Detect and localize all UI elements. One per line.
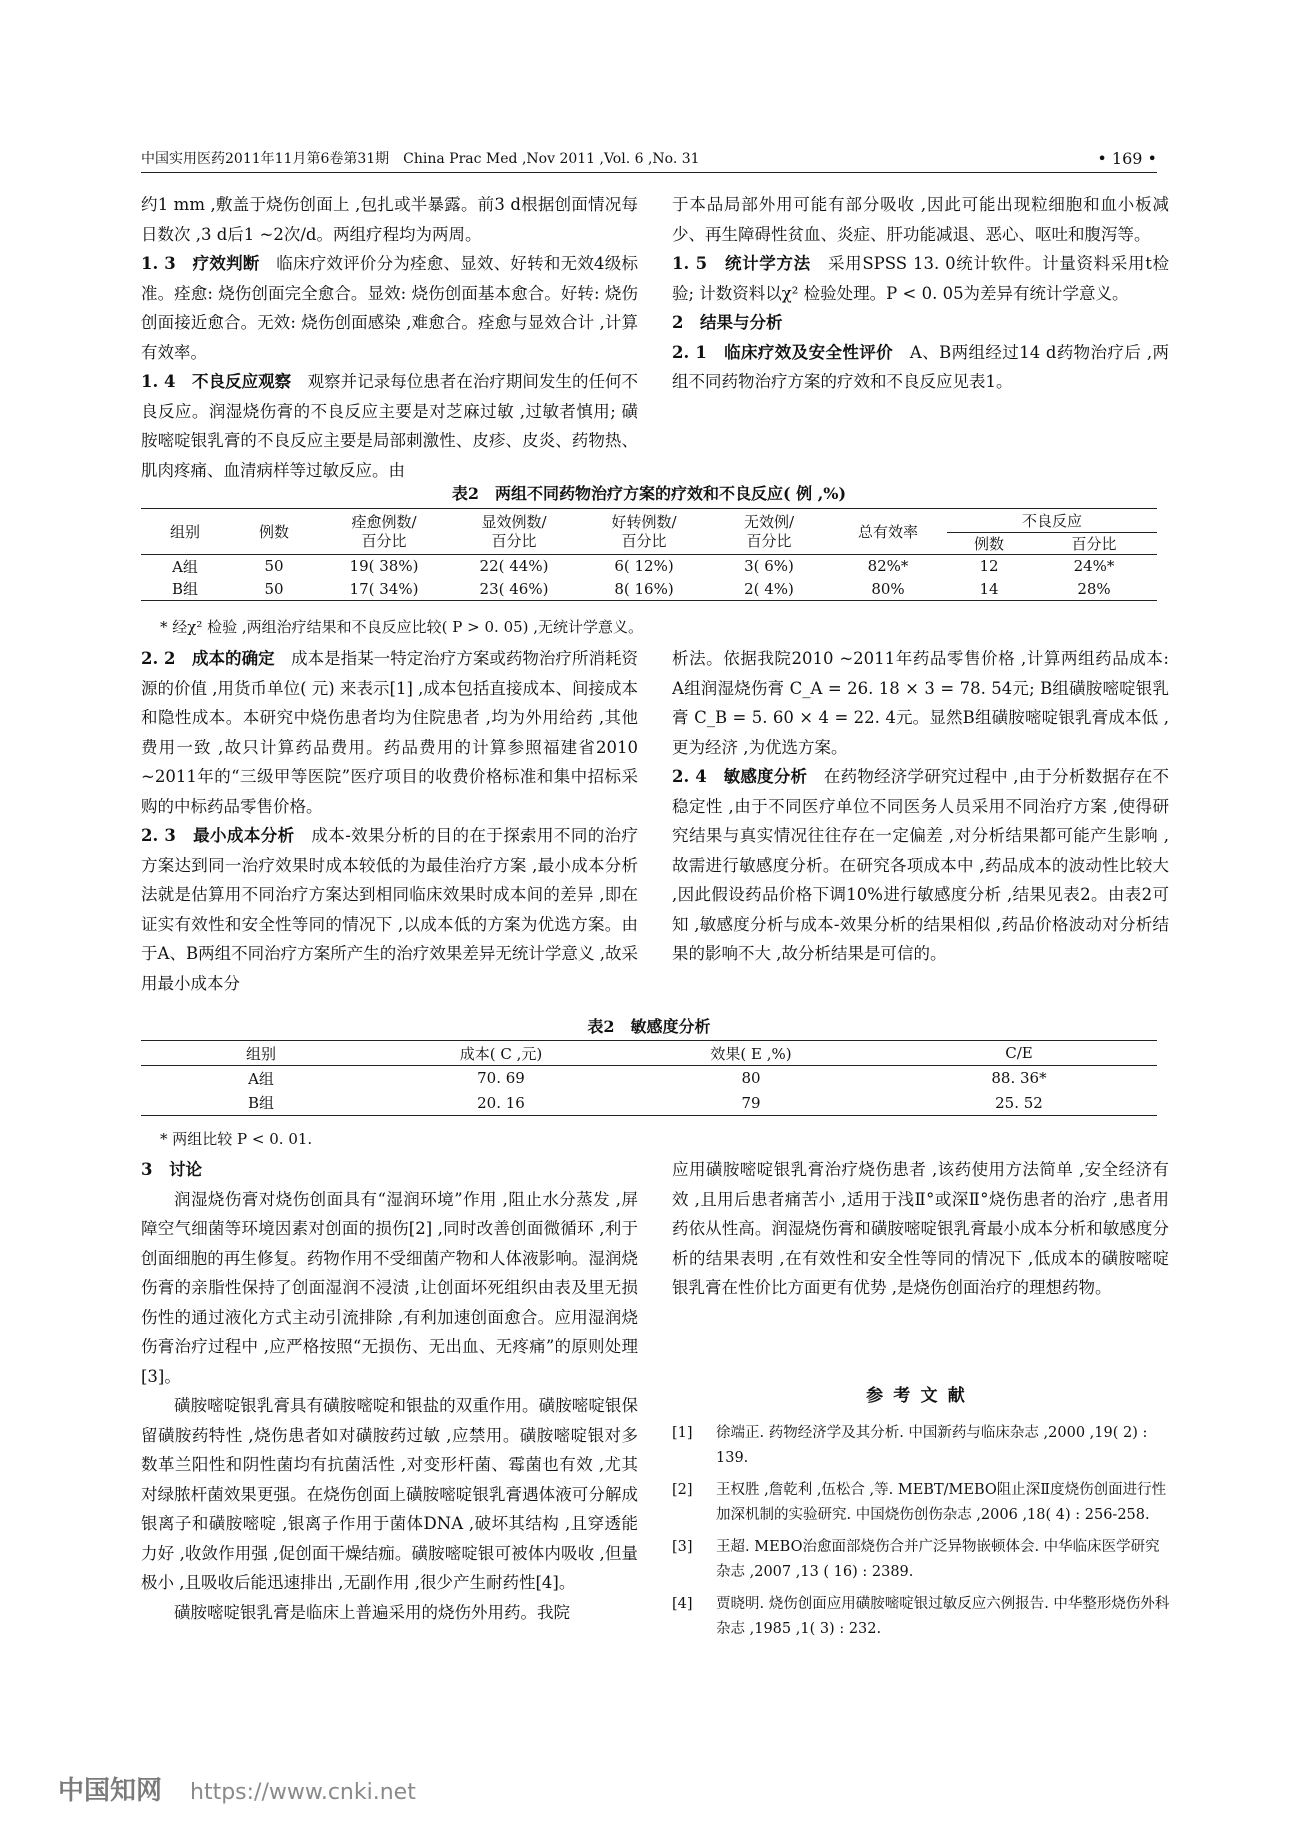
table-cell: 50 bbox=[264, 557, 284, 576]
column-right-middle bbox=[672, 644, 1169, 969]
table1-caption: 表2 两组不同药物治疗方案的疗效和不良反应( 例 ,%) bbox=[451, 484, 847, 503]
col-header: 组别 bbox=[141, 1041, 381, 1066]
paragraph: 于本品局部外用可能有部分吸收 ,因此可能出现粒细胞和血小板减少、再生障碍性贫血、炎症、肝功能减退、恶心、呕吐和腹泻等。 bbox=[672, 195, 1169, 244]
subsection-heading: 2. 3 最小成本分析 bbox=[141, 826, 295, 845]
reference-number: [2] bbox=[672, 1482, 693, 1498]
table-cell: 50 bbox=[229, 578, 319, 601]
running-header bbox=[141, 144, 1157, 173]
paragraph-text: 成本-效果分析的目的在于探索用不同的治疗方案达到同一治疗效果时成本较低的为最佳治疗方案 ,最小成本分析法就是估算用不同治疗方案达到相同临床效果时成本间的差异 ,即在证实有效性和安全性等同的情况下 ,以成本低的方案为优选方案。由于A、B两组不同治疗方案所产生的治疗效果差异无统计学意义 ,故采用最小成本分 bbox=[141, 826, 639, 993]
table-cell: 25. 52 bbox=[881, 1091, 1157, 1116]
table1-footnote: * 经χ² 检验 ,两组治疗结果和不良反应比较( P > 0. 05) ,无统计学意义。 bbox=[160, 618, 644, 636]
paragraph-text: 临床疗效评价分为痊愈、显效、好转和无效4级标准。痊愈: 烧伤创面完全愈合。显效: 烧伤创面基本愈合。好转: 烧伤创面接近愈合。无效: 烧伤创面感染 ,难愈合。痊愈与显效合计 ,计算有效率。 bbox=[141, 254, 638, 362]
col-header: 显效例数/ 百分比 bbox=[449, 509, 579, 555]
subsection-paragraph bbox=[672, 249, 1169, 308]
efficacy-table bbox=[141, 508, 1157, 601]
table2-footnote: * 两组比较 P < 0. 01. bbox=[160, 1130, 313, 1148]
subsection-paragraph bbox=[141, 644, 638, 821]
table-row bbox=[141, 578, 1157, 601]
subsection-paragraph bbox=[141, 821, 638, 998]
subsection-paragraph bbox=[672, 762, 1169, 969]
table-row bbox=[141, 555, 1157, 578]
subsection-heading: 2. 1 临床疗效及安全性评价 bbox=[672, 342, 894, 362]
paragraph: 磺胺嘧啶银乳膏具有磺胺嘧啶和银盐的双重作用。磺胺嘧啶银保留磺胺药特性 ,烧伤患者如对磺胺药过敏 ,应禁用。磺胺嘧啶银对多数革兰阳性和阴性菌均有抗菌活性 ,对变形杆菌、霉菌也有效 ,尤其对绿脓杆菌效果更强。在烧伤创面上磺胺嘧啶银乳膏遇体液可分解成银离子和磺胺嘧啶 ,银离子作用于菌体DNA ,破坏其结构 ,且穿透能力好 ,收敛作用强 ,促创面干燥结痂。磺胺嘧啶银可被体内吸收 ,但量极小 ,且吸收后能迅速排出 ,无副作用 ,很少产生耐药性[4]。 bbox=[141, 1396, 638, 1592]
col-header: 痊愈例数/ 百分比 bbox=[319, 509, 449, 555]
table-cell: B组 bbox=[141, 578, 229, 601]
col-header: 效果( E ,%) bbox=[621, 1041, 881, 1066]
reference-item bbox=[672, 1478, 1172, 1528]
paragraph: 磺胺嘧啶银乳膏是临床上普遍采用的烧伤外用药。我院 bbox=[174, 1602, 570, 1622]
subsection-paragraph bbox=[141, 249, 638, 367]
table-cell: 20. 16 bbox=[381, 1091, 621, 1116]
column-left-middle bbox=[141, 644, 638, 998]
table-cell: 79 bbox=[621, 1091, 881, 1116]
paragraph: 应用磺胺嘧啶银乳膏治疗烧伤患者 ,该药使用方法简单 ,安全经济有效 ,且用后患者痛苦小 ,适用于浅Ⅱ°或深Ⅱ°烧伤患者的治疗 ,患者用药依从性高。润湿烧伤膏和磺胺嘧啶银乳膏最小成本分析和敏感度分析的结果表明 ,在有效性和安全性等同的情况下 ,低成本的磺胺嘧啶银乳膏在性价比方面更有优势 ,是烧伤创面治疗的理想药物。 bbox=[672, 1160, 1169, 1297]
table-cell: A组 bbox=[248, 1069, 274, 1088]
watermark-footer bbox=[58, 1770, 416, 1810]
column-right-top bbox=[672, 190, 1169, 397]
table-cell: 70. 69 bbox=[477, 1069, 525, 1088]
col-header: 组别 bbox=[141, 509, 229, 555]
reference-number: [1] bbox=[672, 1425, 693, 1441]
reference-number: [3] bbox=[672, 1539, 693, 1555]
table-cell: A组 bbox=[172, 557, 198, 576]
table-cell: 19( 38%) bbox=[349, 557, 419, 576]
reference-list bbox=[672, 1421, 1172, 1649]
col-header: 无效例/ 百分比 bbox=[709, 509, 829, 555]
paragraph-text: 成本是指某一特定治疗方案或药物治疗所消耗资源的价值 ,用货币单位( 元) 来表示[1] ,成本包括直接成本、间接成本和隐性成本。本研究中烧伤患者均为住院患者 ,均为外用给药 ,其他费用一致 ,故只计算药品费用。药品费用的计算参照福建省2010 ~2011年的“三级甲等医院”医疗项目的收费价格标准和集中招标采购的中标药品零售价格。 bbox=[141, 649, 639, 816]
section-heading: 2 结果与分析 bbox=[672, 313, 783, 332]
reference-item bbox=[672, 1592, 1172, 1642]
table2-caption: 表2 敏感度分析 bbox=[587, 1017, 711, 1036]
paragraph-text: 采用SPSS 13. 0统计软件。计量资料采用t检验; 计数资料以χ² 检验处理。P < 0. 05为差异有统计学意义。 bbox=[672, 254, 1169, 303]
table-cell: 3( 6%) bbox=[744, 557, 794, 576]
table-cell: 23( 46%) bbox=[449, 578, 579, 601]
col-header: C/E bbox=[881, 1041, 1157, 1066]
table-row bbox=[141, 1091, 1157, 1116]
table-row bbox=[141, 1066, 1157, 1091]
col-header: 不良反应 bbox=[947, 509, 1157, 533]
cnki-url[interactable]: https://www.cnki.net bbox=[190, 1780, 416, 1805]
subsection-paragraph bbox=[672, 338, 1169, 397]
subsection-heading: 1. 4 不良反应观察 bbox=[141, 372, 292, 391]
column-left-bottom bbox=[141, 1155, 638, 1627]
subsection-heading: 2. 4 敏感度分析 bbox=[672, 767, 808, 786]
col-header: 好转例数/ 百分比 bbox=[579, 509, 709, 555]
sensitivity-table bbox=[141, 1040, 1157, 1116]
sub-header: 百分比 bbox=[1031, 533, 1157, 555]
reference-text: 王权胜 ,詹乾利 ,伍松合 ,等. MEBT/MEBO阻止深Ⅱ度烧伤创面进行性加深机制的实验研究. 中国烧伤创伤杂志 ,2006 ,18( 4) : 256-258. bbox=[716, 1482, 1167, 1523]
subsection-heading: 1. 5 统计学方法 bbox=[672, 254, 811, 273]
column-right-bottom bbox=[672, 1155, 1169, 1303]
paragraph-text: 在药物经济学研究过程中 ,由于分析数据存在不稳定性 ,由于不同医疗单位不同医务人员采用不同治疗方案 ,使得研究结果与真实情况往往存在一定偏差 ,对分析结果都可能产生影响 ,故需进行敏感度分析。在研究各项成本中 ,药品成本的波动性比较大 ,因此假设药品价格下调10%进行敏感度分析 ,结果见表2。由表2可知 ,敏感度分析与成本-效果分析的结果相似 ,药品价格波动对分析结果的影响不大 ,故分析结果是可信的。 bbox=[672, 767, 1169, 963]
table-cell: 80 bbox=[741, 1069, 761, 1088]
table-cell: 6( 12%) bbox=[614, 557, 674, 576]
paragraph: 析法。依据我院2010 ~2011年药品零售价格 ,计算两组药品成本: A组润湿烧伤膏 C_A = 26. 18 × 3 = 78. 54元; B组磺胺嘧啶银乳膏 C_B = 5. 60 × 4 = 22. 4元。显然B组磺胺嘧啶银乳膏成本低 ,更为经济 ,为优选方案。 bbox=[672, 649, 1169, 757]
paragraph-text: 观察并记录每位患者在治疗期间发生的任何不良反应。润湿烧伤膏的不良反应主要是对芝麻过敏 ,过敏者慎用; 磺胺嘧啶银乳膏的不良反应主要是局部刺激性、皮疹、皮炎、药物热、肌肉疼痛、血清病样等过敏反应。由 bbox=[141, 372, 639, 480]
col-header: 成本( C ,元) bbox=[381, 1041, 621, 1066]
table-cell: 80% bbox=[829, 578, 947, 601]
table-cell: 82%* bbox=[867, 557, 909, 576]
subsection-heading: 1. 3 疗效判断 bbox=[141, 254, 260, 273]
table-cell: B组 bbox=[141, 1091, 381, 1116]
table-cell: 17( 34%) bbox=[319, 578, 449, 601]
subsection-paragraph bbox=[141, 367, 638, 485]
table-cell: 22( 44%) bbox=[479, 557, 549, 576]
col-header: 例数 bbox=[229, 509, 319, 555]
paragraph: 润湿烧伤膏对烧伤创面具有“湿润环境”作用 ,阻止水分蒸发 ,屏障空气细菌等环境因素对创面的损伤[2] ,同时改善创面微循环 ,利于创面细胞的再生修复。药物作用不受细菌产物和人体液影响。湿润烧伤膏的亲脂性保持了创面湿润不浸渍 ,让创面坏死组织由表及里无损伤性的通过液化方式主动引流排除 ,有利加速创面愈合。应用湿润烧伤膏治疗过程中 ,应严格按照“无损伤、无出血、无疼痛”的原则处理[3]。 bbox=[141, 1189, 638, 1386]
reference-text: 王超. MEBO治愈面部烧伤合并广泛异物嵌顿体会. 中华临床医学研究杂志 ,2007 ,13 ( 16) : 2389. bbox=[716, 1539, 1160, 1580]
reference-text: 贾晓明. 烧伤创面应用磺胺嘧啶银过敏反应六例报告. 中华整形烧伤外科杂志 ,1985 ,1( 3) : 232. bbox=[716, 1596, 1170, 1637]
sub-header: 例数 bbox=[947, 533, 1031, 555]
reference-item bbox=[672, 1535, 1172, 1585]
column-left-top bbox=[141, 190, 638, 485]
references-heading: 参考文献 bbox=[866, 1386, 975, 1406]
reference-item bbox=[672, 1421, 1172, 1471]
section-heading: 3 讨论 bbox=[141, 1160, 202, 1179]
cnki-logo: 中国知网 bbox=[58, 1776, 163, 1806]
subsection-heading: 2. 2 成本的确定 bbox=[141, 649, 275, 668]
table-cell: 24%* bbox=[1073, 557, 1115, 576]
paragraph-text: A、B两组经过14 d药物治疗后 ,两组不同药物治疗方案的疗效和不良反应见表1。 bbox=[672, 342, 1169, 391]
journal-citation: 中国实用医药2011年11月第6卷第31期 China Prac Med ,Nov 2011 ,Vol. 6 ,No. 31 bbox=[141, 151, 700, 167]
col-header: 总有效率 bbox=[829, 509, 947, 555]
table-cell: 8( 16%) bbox=[579, 578, 709, 601]
table-cell: 88. 36* bbox=[991, 1069, 1047, 1088]
table-cell: 28% bbox=[1031, 578, 1157, 601]
table-cell: 12 bbox=[979, 557, 999, 576]
reference-text: 徐端正. 药物经济学及其分析. 中国新药与临床杂志 ,2000 ,19( 2) : 139. bbox=[716, 1425, 1148, 1466]
paragraph: 约1 mm ,敷盖于烧伤创面上 ,包扎或半暴露。前3 d根据创面情况每日数次 ,3 d后1 ~2次/d。两组疗程均为两周。 bbox=[141, 195, 638, 244]
reference-number: [4] bbox=[672, 1596, 693, 1612]
table-cell: 14 bbox=[947, 578, 1031, 601]
table-cell: 2( 4%) bbox=[709, 578, 829, 601]
page-number: • 169 • bbox=[1097, 149, 1157, 168]
